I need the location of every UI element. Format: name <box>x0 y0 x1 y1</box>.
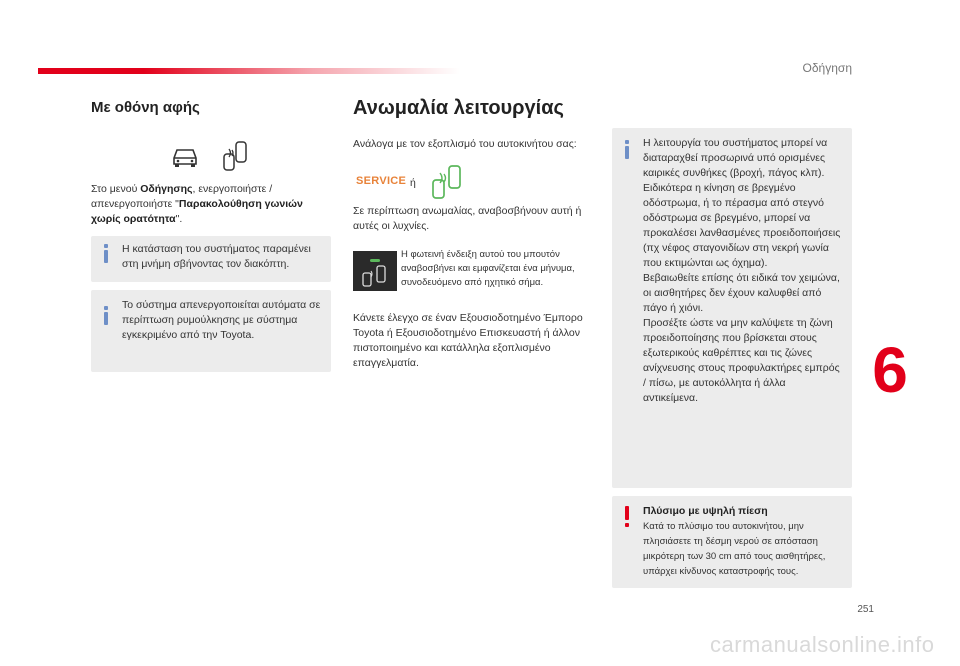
warning-title: Πλύσιμο με υψηλή πίεση <box>643 505 768 517</box>
info-icon <box>101 306 111 326</box>
warning-icon <box>622 506 632 528</box>
car-icon <box>170 146 200 168</box>
warning-text: Κατά το πλύσιμο του αυτοκινήτου, μην πλησιάσετε τη δέσμη νερού σε απόσταση μικρότερη των 30 cm από τους αισθητήρες, υπάρχει κίνδυνος καταστροφής τους. <box>643 521 826 577</box>
or-text: ή <box>410 177 416 189</box>
watermark: carmanualsonline.info <box>710 632 935 657</box>
info-icon <box>101 244 111 264</box>
left-intro-paragraph: Στο μενού Οδήγησης, ενεργοποιήστε / απενεργοποιήστε "Παρακολούθηση γωνιών χωρίς ορατότητα". <box>91 183 303 225</box>
page-number: 251 <box>857 604 874 615</box>
malfunction-heading: Ανωμαλία λειτουργίας <box>353 97 564 119</box>
button-icon <box>353 251 397 291</box>
blind-spot-warning-icon <box>425 164 467 200</box>
malfunction-intro: Ανάλογα με τον εξοπλισμό του αυτοκινήτου σας: <box>353 138 577 150</box>
note-weather: Η λειτουργία του συστήματος μπορεί να διαταραχθεί προσωρινά υπό ορισμένες καιρικές συνθήκες (βροχή, πάγος κλπ). Ειδικότερα η κίνηση σε βρεγμένο οδόστρωμα, ή το πέρασμα από στεγνό οδόστρωμα σε βρεγμένο, μπορεί να προκαλέσει λανθασμένες προειδοποιήσεις (πχ νέφος σταγονιδίων στη νεκρή γωνία που εκτιμώνται ως όχημα). Βεβαιωθείτε επίσης ότι ειδικά τον χειμώνα, οι αισθητήρες δεν έχουν καλυφθεί από πάγο ή χιόνι. Προσέξτε ώστε να μην καλύψετε τη ζώνη προειδοποίησης που βρίσκεται στους εξωτερικούς καθρέπτες και τις ζώνες ανίχνευσης στους προφυλακτήρες εμπρός / πίσω, με αυτοκόλλητα ή άλλα αντικείμενα. <box>612 128 852 488</box>
note-towing: Το σύστημα απενεργοποιείται αυτόματα σε περίπτωση ρυμούλκησης με σύστημα εγκεκριμένο από την Toyota. <box>91 290 331 372</box>
info-icon <box>622 140 632 160</box>
service-warning-label: SERVICE <box>356 175 407 187</box>
left-heading: Με οθόνη αφής <box>91 99 200 116</box>
header-title: Οδήγηση <box>802 61 852 75</box>
chapter-number: 6 <box>872 334 908 406</box>
warning-pressure-wash <box>612 496 852 588</box>
note-memory: Η κατάσταση του συστήματος παραμένει στη μνήμη σβήνοντας τον διακόπτη. <box>91 236 331 282</box>
blind-spot-icon <box>220 140 250 172</box>
malfunction-paragraph: Σε περίπτωση ανωμαλίας, αναβοσβήνουν αυτή ή αυτές οι λυχνίες. <box>353 205 582 232</box>
header-accent-bar <box>38 68 460 74</box>
button-light-paragraph: Η φωτεινή ένδειξη αυτού του μπουτόν αναβοσβήνει και εμφανίζεται ένα μήνυμα, συνοδευόμενο από ηχητικό σήμα. <box>401 249 575 288</box>
dealer-paragraph: Κάνετε έλεγχο σε έναν Εξουσιοδοτημένο Έμπορο Toyota ή Εξουσιοδοτημένο Επισκευαστή ή άλλον πιστοποιημένο και κατάλληλα εξοπλισμένο επαγγελματία. <box>353 312 583 369</box>
